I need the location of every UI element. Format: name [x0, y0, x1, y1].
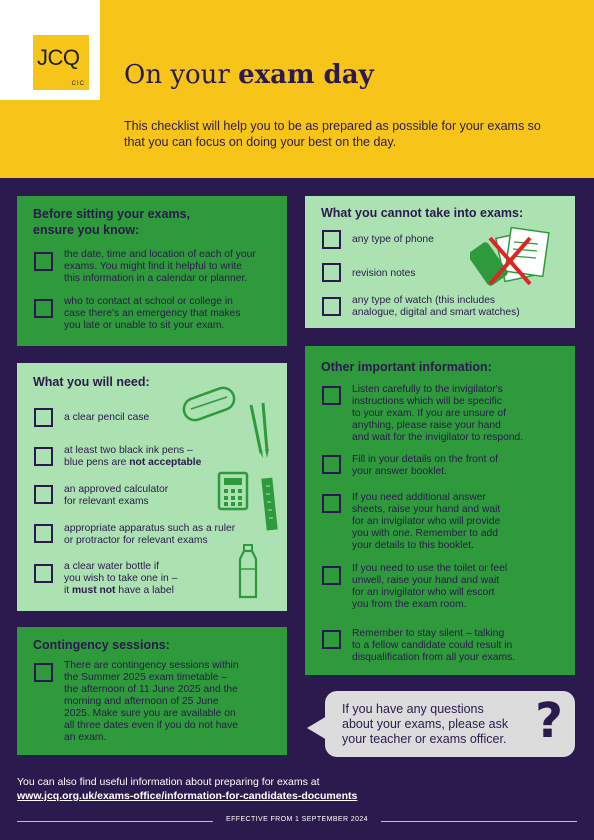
need-panel — [17, 363, 287, 611]
question-mark-icon: ? — [535, 693, 563, 749]
text-bold: not acceptable — [129, 457, 202, 468]
page-title — [124, 60, 374, 90]
ruler-icon — [260, 476, 280, 532]
text-span: have a label — [115, 585, 174, 596]
checkbox[interactable] — [34, 299, 53, 318]
text-bold: must not — [72, 585, 116, 596]
contingency-text — [64, 660, 239, 744]
speech-bubble-tail — [307, 716, 327, 740]
text-line — [64, 457, 201, 469]
text-line: If you have any questions — [342, 702, 484, 716]
text-line: 2025. Make sure you are available on — [64, 708, 236, 719]
text-line: a clear water bottle if — [64, 561, 160, 572]
checkbox[interactable] — [322, 230, 341, 249]
need-title: What you will need: — [33, 375, 150, 389]
checkbox[interactable] — [322, 386, 341, 405]
divider — [381, 821, 577, 822]
before-title-line1: Before sitting your exams, — [33, 207, 190, 221]
text-line: this information in a calendar or planner. — [64, 273, 248, 284]
text-line: for an invigilator who will provide — [352, 516, 501, 527]
text-line: exams. You might find it helpful to write — [64, 261, 243, 272]
text-line: case there's an emergency that makes — [64, 308, 241, 319]
bubble-text — [342, 702, 532, 747]
checkbox[interactable] — [322, 494, 341, 513]
checkbox[interactable] — [34, 447, 53, 466]
checkbox[interactable] — [322, 630, 341, 649]
text-line: If you need additional answer — [352, 492, 486, 503]
checkbox[interactable] — [322, 297, 341, 316]
other-item-silent — [352, 628, 515, 664]
pencil-case-icon — [177, 383, 241, 427]
text-line: at least two black ink pens – — [64, 445, 193, 456]
footer-link[interactable]: www.jcq.org.uk/exams-office/information-for-candidates-documents — [17, 790, 358, 802]
banned-items-icon — [470, 226, 560, 288]
text-line: for an invigilator who will escort — [352, 587, 495, 598]
text-line: an exam. — [64, 732, 107, 743]
title-bold: exam day — [238, 60, 374, 90]
text-line: you late or unable to sit your exam. — [64, 320, 225, 331]
need-item-water-bottle — [64, 561, 177, 597]
need-item-pencil-case: a clear pencil case — [64, 412, 150, 423]
text-line: unwell, raise your hand and wait — [352, 575, 500, 586]
questions-bubble — [325, 691, 575, 757]
contingency-panel — [17, 627, 287, 755]
text-line: morning and afternoon of 25 June — [64, 696, 219, 707]
before-panel — [17, 196, 287, 346]
before-item-1 — [64, 249, 256, 285]
checkbox[interactable] — [322, 455, 341, 474]
text-line: instructions which will be specific — [352, 396, 502, 407]
text-span: blue pens are — [64, 457, 130, 468]
text-line: Fill in your details on the front of — [352, 454, 498, 465]
text-line: If you need to use the toilet or feel — [352, 563, 508, 574]
text-span: it — [64, 585, 73, 596]
text-line: the date, time and location of each of your — [64, 249, 256, 260]
text-line: any type of watch (this includes — [352, 295, 496, 306]
text-line: or protractor for relevant exams — [64, 535, 208, 546]
text-line: for relevant exams — [64, 496, 149, 507]
need-item-pens — [64, 445, 201, 469]
need-item-calculator — [64, 484, 168, 508]
text-line: you with one. Remember to add — [352, 528, 498, 539]
text-line: about your exams, please ask — [342, 717, 509, 731]
checkbox[interactable] — [34, 564, 53, 583]
text-line: Remember to stay silent – talking — [352, 628, 505, 639]
intro-text: This checklist will help you to be as prepared as possible for your exams so that you can focus on doing your best on the day. — [124, 119, 541, 149]
text-line: and wait for the invigilator to respond. — [352, 432, 524, 443]
text-line: an approved calculator — [64, 484, 169, 495]
text-line: your details to this booklet. — [352, 540, 474, 551]
checkbox[interactable] — [34, 524, 53, 543]
text-line: There are contingency sessions within — [64, 660, 239, 671]
text-line: to your exam. If you are unsure of — [352, 408, 506, 419]
text-line: Listen carefully to the invigilator's — [352, 384, 503, 395]
text-line: who to contact at school or college in — [64, 296, 233, 307]
text-line: sheets, raise your hand and wait — [352, 504, 501, 515]
text-line: anything, please raise your hand — [352, 420, 501, 431]
checkbox[interactable] — [322, 263, 341, 282]
other-title: Other important information: — [321, 360, 492, 374]
text-line: the Summer 2025 exam timetable – — [64, 672, 228, 683]
pens-icon — [245, 401, 275, 459]
text-line: you wish to take one in – — [64, 573, 178, 584]
logo-subtext: CIC — [71, 81, 85, 87]
text-line: disqualification from all your exams. — [352, 652, 516, 663]
text-line — [64, 585, 177, 597]
other-item-listen — [352, 384, 523, 444]
text-line: your answer booklet. — [352, 466, 448, 477]
cannot-item-watch — [352, 295, 520, 319]
calculator-icon — [217, 471, 249, 511]
cannot-panel — [305, 196, 575, 328]
text-line: appropriate apparatus such as a ruler — [64, 523, 236, 534]
other-item-details — [352, 454, 498, 478]
text-line: to a fellow candidate could result in — [352, 640, 513, 651]
water-bottle-icon — [235, 543, 261, 601]
other-panel — [305, 346, 575, 675]
cannot-item-phone: any type of phone — [352, 234, 434, 245]
contingency-title: Contingency sessions: — [33, 638, 170, 652]
header — [0, 0, 594, 178]
checkbox[interactable] — [34, 252, 53, 271]
cannot-title: What you cannot take into exams: — [321, 206, 524, 220]
footer-text: You can also find useful information about preparing for exams at — [17, 776, 320, 788]
text-line: the afternoon of 11 June 2025 and the — [64, 684, 238, 695]
logo-text: JCQ — [37, 45, 80, 70]
divider — [17, 821, 213, 822]
logo-box — [0, 0, 100, 100]
text-line: your teacher or exams officer. — [342, 732, 507, 746]
checkbox[interactable] — [322, 566, 341, 585]
other-item-toilet — [352, 563, 507, 611]
before-title — [33, 206, 190, 238]
need-item-apparatus — [64, 523, 235, 547]
before-item-2 — [64, 296, 241, 332]
title-prefix: On your — [124, 60, 239, 90]
cannot-item-notes: revision notes — [352, 268, 416, 279]
text-line: you from the exam room. — [352, 599, 467, 610]
text-line: all three dates even if you do not have — [64, 720, 239, 731]
checkbox[interactable] — [34, 485, 53, 504]
other-item-answer-sheets — [352, 492, 500, 552]
jcq-logo[interactable] — [33, 35, 89, 90]
text-line: analogue, digital and smart watches) — [352, 307, 520, 318]
effective-date: EFFECTIVE FROM 1 SEPTEMBER 2024 — [226, 816, 368, 823]
checkbox[interactable] — [34, 408, 53, 427]
checkbox[interactable] — [34, 663, 53, 682]
before-title-line2: ensure you know: — [33, 223, 140, 237]
